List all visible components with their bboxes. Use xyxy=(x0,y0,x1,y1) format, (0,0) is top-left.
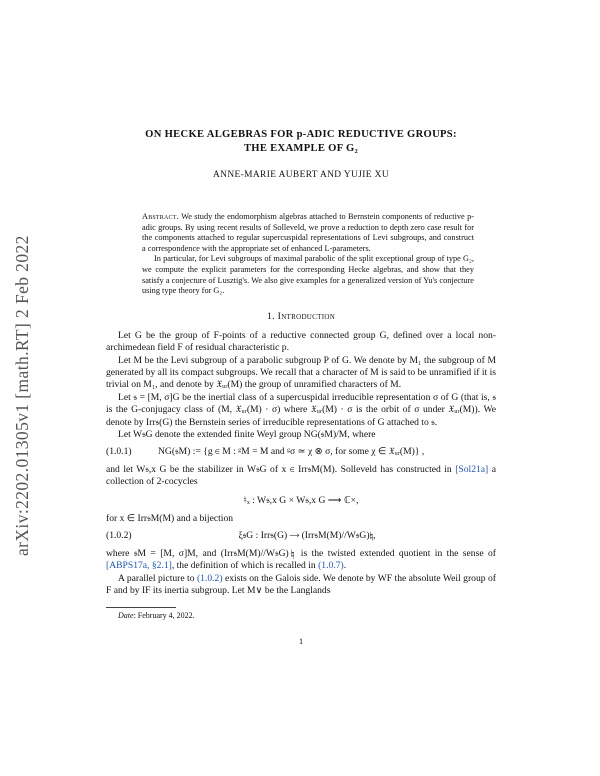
footnote-label: Date xyxy=(118,611,134,621)
authors: ANNE-MARIE AUBERT AND YUJIE XU xyxy=(212,170,389,180)
paragraph-2: Let M be the Levi subgroup of a parabolic subgroup P of G. We denote by M₁ the subgroup of M generated by all its compact subgroups. We recall that a character of M is said to be unramified if it is trivial on M₁, and denote by 𝔛ᵤᵣ(M) the group of unramified characters of M. xyxy=(106,354,496,391)
equation-1-0-1 xyxy=(106,446,496,458)
abstract-paragraph-1 xyxy=(142,212,474,254)
paragraph-6: for x ∈ Irr𝔰M(M) and a bijection xyxy=(106,513,234,525)
paragraph-5-text: and let W𝔰,x G be the stabilizer in W𝔰G of x ∈ Irr𝔰M(M). Solleveld has constructed in xyxy=(106,463,452,475)
paragraph-3: Let 𝔰 = [M, σ]G be the inertial class of a supercuspidal irreducible representation σ of G (that is, 𝔰 is the G-conjugacy class of (M, 𝔛ᵤᵣ(M) · σ) where 𝔛ᵤᵣ(M) · σ is the orbit of σ under 𝔛ᵤᵣ(M)). We denote by Irr𝔰(G) the Bernstein series of irreducible representations of G attached to 𝔰. xyxy=(106,391,496,428)
paragraph-5 xyxy=(106,464,496,489)
abstract-paragraph-2: In particular, for Levi subgroups of maximal parabolic of the split exceptional group of type G₂, we compute the explicit parameters for the corresponding Hecke algebras, and show that they satisfy a conjecture of Lusztig's. We also give examples for a generalized version of Yu's conjecture using type theory for G₂. xyxy=(142,254,474,296)
paragraph-8-text-a: A parallel picture to xyxy=(118,572,195,584)
equation-number: (1.0.2) xyxy=(106,530,132,542)
citation-abps17a[interactable]: [ABPS17a, §2.1] xyxy=(106,560,172,572)
equation-number: (1.0.1) xyxy=(106,446,132,458)
equation-1-0-2 xyxy=(106,530,496,542)
citation-eq-1-0-7[interactable]: (1.0.7) xyxy=(318,560,344,572)
paper-title xyxy=(106,128,496,156)
paragraph-8-text-b: exists on the Galois side. We denote by WF the absolute Weil group of F and by IF its inertia subgroup. Let M∨ be the Langlands xyxy=(106,572,496,597)
abstract-text-1: We study the endomorphism algebras attached to Bernstein components of reductive p-adic groups. By using recent results of Solleveld, we prove a reduction to depth zero case result for the components attached to regular supercuspidal representations of Levi subgroups, and construct a correspondence with the appropriate set of enhanced L-parameters. xyxy=(142,212,474,253)
page-number: 1 xyxy=(298,636,304,647)
citation-sol21a[interactable]: [Sol21a] xyxy=(455,463,489,475)
footnote-rule xyxy=(106,607,176,608)
paragraph-1: Let G be the group of F-points of a reductive connected group G, defined over a local non-archimedean field F of residual characteristic p. xyxy=(106,329,496,354)
paper-page xyxy=(106,128,496,646)
paragraph-8 xyxy=(106,573,496,598)
citation-eq-1-0-2[interactable]: (1.0.2) xyxy=(196,572,223,584)
paragraph-4: Let W𝔰G denote the extended finite Weyl group NG(𝔰M)/M, where xyxy=(118,429,376,440)
equation-body: ξ𝔰G : Irr𝔰(G) ⟶ (Irr𝔰M(M)//W𝔰G)♮, xyxy=(238,530,376,542)
title-line-1: ON HECKE ALGEBRAS FOR p-ADIC REDUCTIVE GROUPS: xyxy=(145,129,457,140)
paragraph-5-text-b: a collection of 2-cocycles xyxy=(106,463,496,488)
equation-body: NG(𝔰M) := {g ∈ M : ᵍM = M and ᵍσ ≃ χ ⊗ σ, for some χ ∈ 𝔛ᵤᵣ(M)} , xyxy=(158,446,425,458)
section-heading: 1. Introduction xyxy=(266,310,336,322)
title-line-2: THE EXAMPLE OF G₂ xyxy=(243,143,359,154)
paragraph-7-text-c: . xyxy=(343,560,347,572)
abstract xyxy=(142,212,474,297)
paragraph-7-text-b: , the definition of which is recalled in xyxy=(171,560,316,572)
arxiv-identifier: arXiv:2202.01305v1 [math.RT] 2 Feb 2022 xyxy=(12,235,32,556)
paragraph-7 xyxy=(106,548,496,573)
equation-cocycle: ♮ₓ : W𝔰,x G × W𝔰,x G ⟶ ℂ×, xyxy=(243,494,359,506)
introduction-body xyxy=(106,330,496,598)
footnote-value: : February 4, 2022. xyxy=(133,611,195,621)
paragraph-7-text: where 𝔰M = [M, σ]M, and (Irr𝔰M(M)//W𝔰G)♮ is the twisted extended quotient in the sense of xyxy=(106,547,496,559)
footnote-date xyxy=(106,611,496,620)
abstract-label: Abstract. xyxy=(142,212,179,221)
